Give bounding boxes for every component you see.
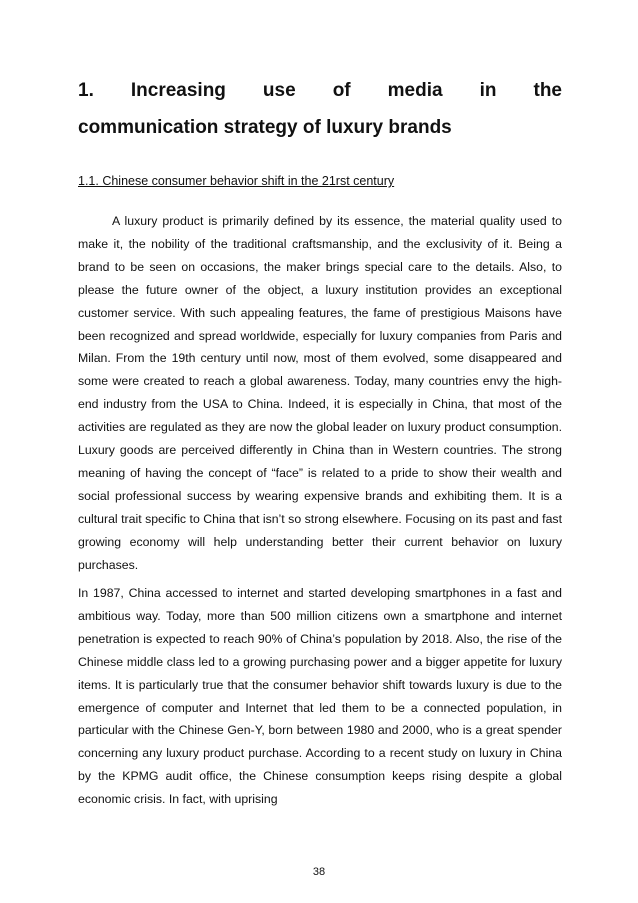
section-heading-line-1: 1. Increasing use of media in the [78,80,562,101]
body-paragraph-2: In 1987, China accessed to internet and started developing smartphones in a fast and ambitious way. Today, more than 500 million citizens own a smartphone and internet penetration is expected to reach 90% of China’s population by 2018. Also, the rise of the Chinese middle class led to a growing purchasing power and a bigger appetite for luxury items. It is particularly true that the consumer behavior shift towards luxury is due to the emergence of computer and Internet that led them to be a connected population, in particular with the Chinese Gen-Y, born between 1980 and 2000, who is a great spender concerning any luxury product purchase. According to a recent study on luxury in China by the KPMG audit office, the Chinese consumption keeps rising despite a global economic crisis. In fact, with uprising [78,586,562,807]
section-heading-line-2: communication strategy of luxury brands [78,117,452,138]
subsection-heading: 1.1. Chinese consumer behavior shift in the 21rst century [78,174,395,188]
body-paragraph-1: A luxury product is primarily defined by its essence, the material quality used to make it, the nobility of the traditional craftsmanship, and the exclusivity of it. Being a brand to be seen on occasions, the maker brings special care to the details. Also, to please the future owner of the object, a luxury institution provides an exceptional customer service. With such appealing features, the fame of prestigious Maisons have been recognized and spread worldwide, especially for luxury companies from Paris and Milan. From the 19th century until now, most of them evolved, some disappeared and some were created to reach a global awareness. Today, many countries envy the high-end industry from the USA to China. Indeed, it is especially in China, that most of the activities are regulated as they are now the global leader on luxury product consumption. Luxury goods are perceived differently in China than in Western countries. The strong meaning of having the concept of “face” is related to a pride to show their wealth and social professional success by wearing expensive brands and exhibiting them. It is a cultural trait specific to China that isn’t so strong elsewhere. Focusing on its past and fast growing economy will help understanding better their current behavior on luxury purchases. [78,214,562,572]
page-number: 38 [312,866,326,878]
